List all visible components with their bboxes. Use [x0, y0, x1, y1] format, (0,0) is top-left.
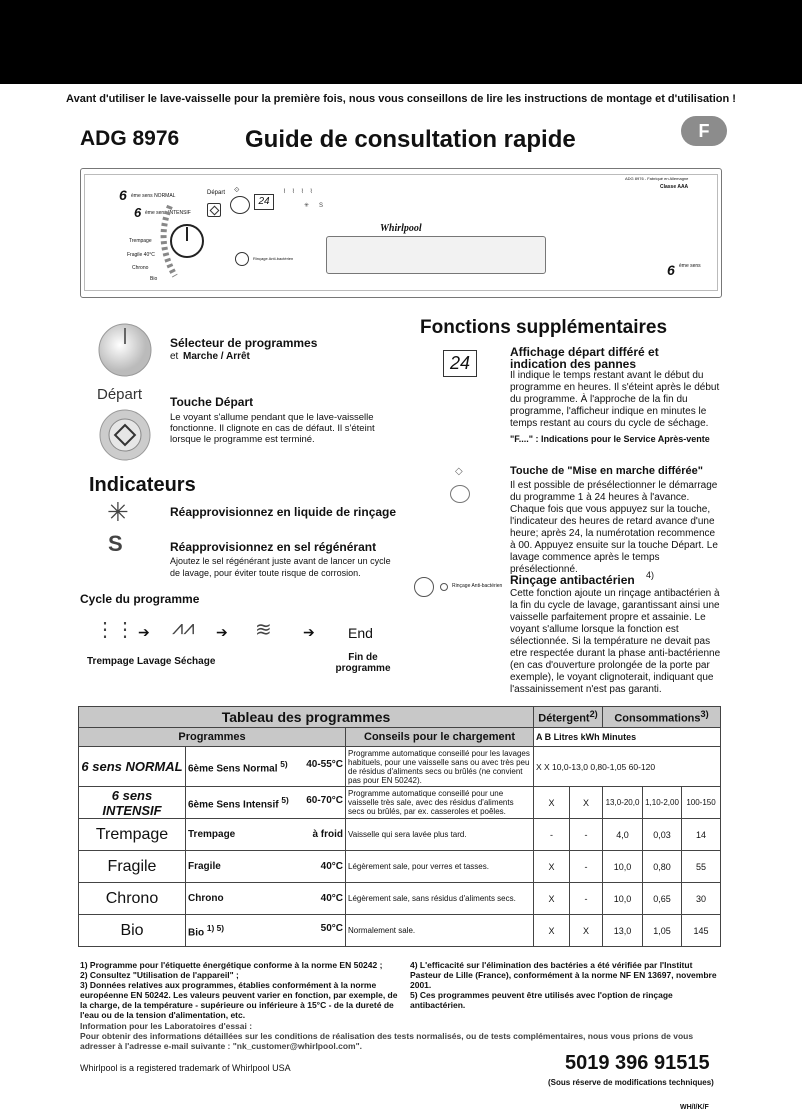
intro-warning: Avant d'utiliser le lave-vaisselle pour la première fois, nous vous conseillons de lire les instructions de montage et d'utilisation !: [66, 93, 736, 105]
start-button-icon: [95, 408, 155, 462]
table-title: Tableau des programmes: [79, 707, 534, 728]
row-name: Fragile: [188, 861, 221, 872]
panel-antibac-button[interactable]: [235, 252, 249, 266]
row-a: X: [534, 851, 570, 883]
row-name: 6ème Sens Normal: [188, 763, 278, 775]
row-name-cell: [186, 915, 346, 947]
row-kwh: 0,65: [643, 883, 682, 915]
panel-chrono: Chrono: [132, 265, 149, 271]
cycle-heading: Cycle du programme: [80, 592, 200, 606]
dry-icon: ≋: [255, 619, 272, 641]
panel-refill-icons: ✳S: [304, 203, 334, 209]
footnote-5: 5) Ces programmes peuvent être utilisés avec l'option de rinçage antibactérien.: [410, 990, 673, 1010]
arrow-icon: ➔: [138, 624, 150, 640]
salt-title: Réapprovisionnez en sel régénérant: [170, 540, 377, 554]
row-advice: Normalement sale.: [346, 915, 534, 947]
panel-fragile: Fragile 40°C: [127, 252, 155, 258]
panel-6sens-logo-text: ème sens: [679, 263, 701, 269]
detergent-note: 2): [589, 709, 598, 720]
row-values: X X 10,0-13,0 0,80-1,05 60-120: [534, 747, 721, 787]
row-kwh: 0,80: [643, 851, 682, 883]
footnote-1: 1) Programme pour l'étiquette énergétique conforme à la norme EN 50242 ;: [80, 960, 383, 970]
detergent-header: [534, 707, 603, 728]
row-minutes: 14: [682, 819, 721, 851]
row-minutes: 145: [682, 915, 721, 947]
row-note: 1) 5): [206, 922, 225, 933]
energy-class: Classe AAA: [660, 184, 689, 190]
table-row: [79, 883, 721, 915]
row-minutes: 30: [682, 883, 721, 915]
touche-depart-title: Touche Départ: [170, 395, 254, 409]
row-kwh: 1,05: [643, 915, 682, 947]
antibac-button-icon: [414, 577, 434, 597]
row-kwh: 0,03: [643, 819, 682, 851]
row-name: Trempage: [188, 829, 236, 840]
end-icon: End: [348, 625, 373, 641]
soak-icon: ⋮⋮: [95, 619, 135, 641]
fonctions-heading: Fonctions supplémentaires: [420, 317, 668, 338]
delay-button-icon: [450, 485, 470, 503]
arrow-icon: ➔: [216, 624, 228, 640]
table-row: [79, 747, 721, 787]
top-black-bar: [0, 0, 802, 84]
row-name: Bio: [188, 927, 205, 939]
row-name: Chrono: [188, 893, 224, 904]
lab-info-text: Pour obtenir des informations détaillées sur les conditions de réalisation des tests normalisés, ou de tests complémentaires, nous vous prions de vous adresser à l'adresse e-mail suivante : "nk_customer@whirlpool.com".: [80, 1031, 694, 1051]
affichage-service-note: "F...." : Indications pour le Service Après-vente: [510, 434, 710, 444]
footnote-2: 2) Consultez "Utilisation de l'appareil" ;: [80, 970, 239, 980]
door-handle[interactable]: [326, 236, 546, 274]
panel-6-intensif-label: ème sens INTENSIF: [145, 210, 191, 216]
rinse-aid-text: Réapprovisionnez en liquide de rinçage: [170, 505, 397, 519]
row-name-cell: [186, 851, 346, 883]
language-badge: F: [681, 116, 727, 146]
row-logo: 6 sens NORMAL: [79, 747, 186, 787]
page-title: Guide de consultation rapide: [245, 126, 576, 153]
row-advice: Légèrement sale, sans résidus d'aliments secs.: [346, 883, 534, 915]
panel-display: 24: [254, 194, 274, 210]
cycle-end-label: Fin de programme: [335, 652, 391, 674]
row-litres: 10,0: [603, 883, 643, 915]
row-advice: Légèrement sale, pour verres et tasses.: [346, 851, 534, 883]
cycle-steps-label: Trempage Lavage Séchage: [87, 656, 216, 667]
knob-icon: [95, 320, 155, 378]
panel-6sens-logo-num: 6: [667, 262, 675, 278]
row-advice: Programme automatique conseillé pour les lavages habituels, pour une vaisselle sans ou avec très peu de résidus d'aliments secs ou brûlés (ne convient pas pour EN 50242).: [346, 747, 534, 787]
panel-phase-icons: ⌇⌇⌇⌇: [283, 189, 319, 195]
row-temp: 60-70°C: [306, 794, 343, 806]
row-advice: Programme automatique conseillé pour une vaisselle très sale, avec des résidus d'aliments secs ou brûlés, par ex. casseroles et poêles.: [346, 787, 534, 819]
delay-title: Touche de "Mise en marche différée": [510, 465, 704, 477]
antibac-led-icon: [440, 583, 448, 591]
row-b: -: [570, 883, 603, 915]
row-temp: 50°C: [320, 922, 343, 934]
rinse-aid-icon: ✳: [107, 497, 129, 527]
panel-bio: Bio: [150, 276, 158, 282]
row-name-cell: [186, 787, 346, 819]
footnote-3: 3) Données relatives aux programmes, établies conformément à la norme européenne EN 50242. Les valeurs peuvent varier en fonction, par exemple, de la charge, de la température - supérieure ou inférieure à 15°C - de la dureté de l'eau ou de la tension d'alimentation, etc.: [80, 980, 398, 1020]
col-conseils: Conseils pour le chargement: [346, 728, 534, 747]
reserve-note: (Sous réserve de modifications techniques): [548, 1078, 714, 1087]
row-litres: 4,0: [603, 819, 643, 851]
panel-6-normal-label: ème sens NORMAL: [131, 193, 176, 199]
row-a: X: [534, 787, 570, 819]
row-a: -: [534, 819, 570, 851]
document-code: 5019 396 91515: [565, 1052, 710, 1074]
panel-model-label: ADG 8976 - Fabriqué en Allemagne: [625, 176, 689, 181]
consommations-label: Consommations: [614, 712, 701, 725]
row-logo: Trempage: [79, 819, 186, 851]
row-a: X: [534, 883, 570, 915]
row-logo: Fragile: [79, 851, 186, 883]
antibac-icon-label: Rinçage Anti-bactérien: [452, 583, 503, 589]
panel-6-intensif-num: 6: [134, 205, 142, 220]
footnotes-right: [410, 960, 720, 1010]
row-b: X: [570, 915, 603, 947]
row-temp: 40°C: [320, 861, 343, 872]
row-b: -: [570, 851, 603, 883]
row-note: 5): [280, 758, 288, 769]
col-subheader: A B Litres kWh Minutes: [534, 728, 721, 747]
col-programmes: Programmes: [79, 728, 346, 747]
trademark: Whirlpool is a registered trademark of Whirlpool USA: [80, 1063, 291, 1073]
row-b: X: [570, 787, 603, 819]
country-code: WH/I/K/F: [680, 1104, 709, 1111]
panel-start-button[interactable]: [207, 203, 221, 217]
delay-text: Il est possible de présélectionner le démarrage du programme 1 à 24 heures à l'avance. Chaque fois que vous appuyez sur la touche, l'indicateur des heures de retard avance d'une heure; après 24, la numérotation recommence à 00. Appuyez ensuite sur la touche Départ. Le lavage commence après le temps présélectionné.: [510, 480, 718, 575]
salt-text: Ajoutez le sel régénérant juste avant de lancer un cycle de lavage, pour éviter toute risque de corrosion.: [170, 556, 391, 578]
footnotes-left: [80, 960, 400, 1020]
arrow-icon: ➔: [303, 624, 315, 640]
row-advice: Vaisselle qui sera lavée plus tard.: [346, 819, 534, 851]
model-number: ADG 8976: [80, 127, 180, 150]
program-table: [78, 706, 720, 958]
footnote-4: 4) L'efficacité sur l'élimination des bactéries a été vérifiée par l'Institut Pasteur de Lille (France), conformément à la norme NF EN 13697, novembre 2001.: [410, 960, 717, 990]
salt-icon: S: [108, 531, 123, 556]
depart-label-icon: Départ: [97, 386, 143, 403]
row-temp: 40°C: [320, 893, 343, 904]
panel-delay-button[interactable]: [230, 196, 250, 214]
affichage-text: Il indique le temps restant avant le début du programme en heures. Il s'éteint après le début du programme. À l'approche de la fin du programme, l'afficheur indique en minutes le temps restant au cours du cycle de séchage.: [510, 370, 720, 429]
whirlpool-logo: Whirlpool: [380, 223, 422, 234]
row-name-cell: [186, 747, 346, 787]
row-a: X: [534, 915, 570, 947]
touche-depart-text: Le voyant s'allume pendant que le lave-vaisselle fonctionne. Il clignote en cas de défaut. Il s'éteint lorsque le programme est terminé.: [170, 412, 375, 445]
row-name-cell: [186, 883, 346, 915]
row-name: 6ème Sens Intensif: [188, 799, 279, 811]
row-logo: Bio: [79, 915, 186, 947]
indicateurs-heading: Indicateurs: [89, 474, 196, 496]
delay-diamond-icon: ◇: [455, 466, 463, 477]
row-note: 5): [281, 794, 289, 805]
lab-info-title: Information pour les Laboratoires d'essai :: [80, 1021, 253, 1031]
row-logo: Chrono: [79, 883, 186, 915]
wash-icon: ⩘⩘: [172, 617, 195, 639]
detergent-label: Détergent: [538, 712, 590, 725]
row-litres: 13,0: [603, 915, 643, 947]
panel-trempage: Trempage: [129, 238, 152, 244]
antibac-text: Cette fonction ajoute un rinçage antibactérien à la fin du cycle de lavage, garantissant ainsi une vaisselle parfaitement propre et assainie. Le voyant s'allume lorsque la fonction est sélectionnée. Si la température ne devait pas etre respectée durant la phase anti-bactérienne (en cas d'ouverture prolongée de la porte par exemple), le voyant clignoterait, indiquant que l'assainissement n'est pas garanti.: [510, 588, 721, 695]
panel-depart-label: Départ: [207, 190, 226, 196]
antibac-title: Rinçage antibactérien: [510, 573, 635, 587]
table-row: [79, 915, 721, 947]
affichage-title: Affichage départ différé et indication des pannes: [510, 345, 659, 371]
antibac-note: 4): [646, 570, 655, 580]
row-temp: 40-55°C: [306, 758, 343, 770]
selector-title: Sélecteur de programmes: [170, 336, 318, 350]
row-litres: 13,0-20,0: [603, 787, 643, 819]
row-temp: à froid: [312, 829, 343, 840]
selector-subtitle: Marche / Arrêt: [183, 351, 250, 362]
delay-indicator-icon: ⟐: [234, 187, 240, 194]
consommations-note: 3): [700, 709, 709, 720]
row-litres: 10,0: [603, 851, 643, 883]
row-kwh: 1,10-2,00: [643, 787, 682, 819]
lab-info: [80, 1021, 720, 1051]
row-minutes: 100-150: [682, 787, 721, 819]
row-minutes: 55: [682, 851, 721, 883]
table-row: [79, 819, 721, 851]
panel-6-normal-num: 6: [119, 187, 127, 203]
table-row: [79, 787, 721, 819]
row-b: -: [570, 819, 603, 851]
consommations-header: [603, 707, 721, 728]
row-logo: 6 sens INTENSIF: [79, 787, 186, 819]
table-row: [79, 851, 721, 883]
display-icon: 24: [443, 350, 477, 377]
row-name-cell: [186, 819, 346, 851]
panel-antibac-label: Rinçage Anti-bactérien: [253, 256, 294, 261]
selector-et: et: [170, 351, 179, 362]
